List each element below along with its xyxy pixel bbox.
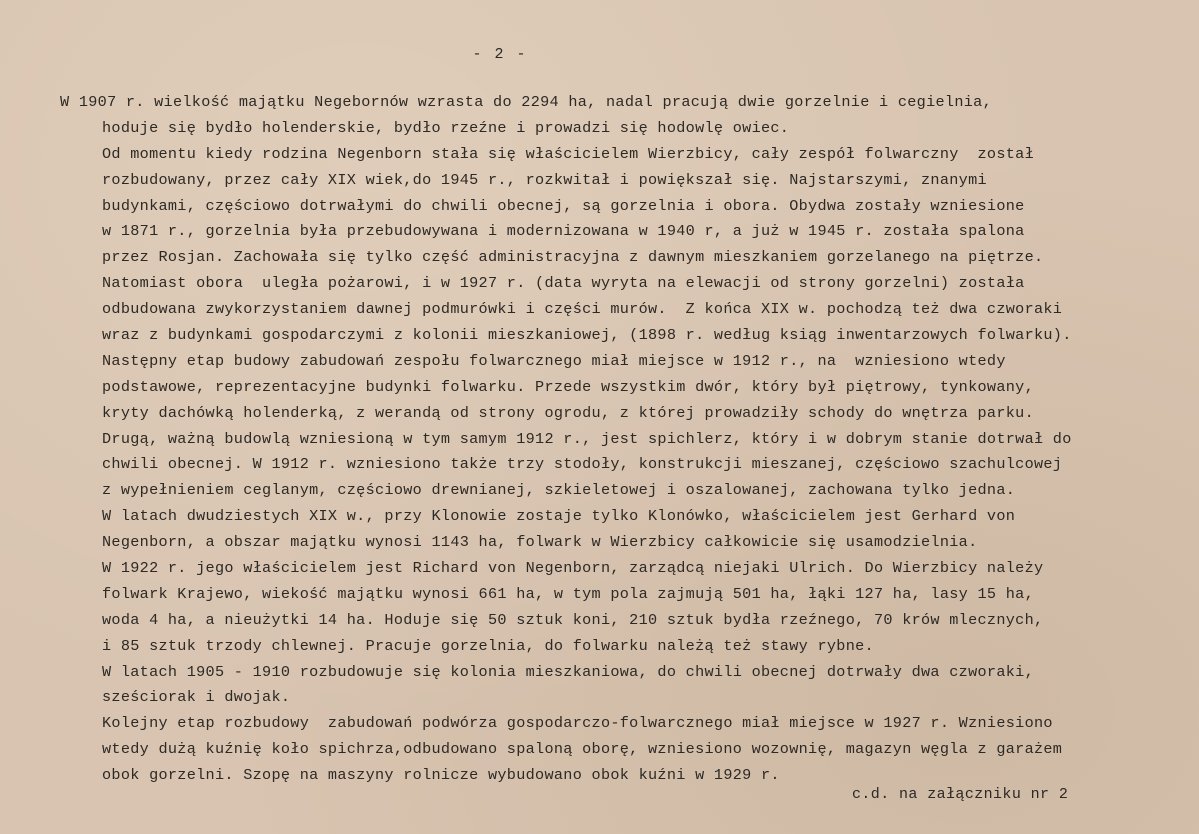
text-line: wtedy dużą kuźnię koło spichrza,odbudowano spaloną oborę, wzniesiono wozownię, magazyn węgla z garażem — [102, 740, 1063, 759]
text-line: Natomiast obora uległa pożarowi, i w 1927 r. (data wyryta na elewacji od strony gorzelni) została — [102, 274, 1025, 293]
text-line: woda 4 ha, a nieużytki 14 ha. Hoduje się 50 sztuk koni, 210 sztuk bydła rzeźnego, 70 krów mlecznych, — [102, 610, 1044, 629]
text-line: podstawowe, reprezentacyjne budynki folwarku. Przede wszystkim dwór, który był piętrowy, tynkowany, — [102, 377, 1034, 396]
text-line: W latach dwudziestych XIX w., przy Klonowie zostaje tylko Klonówko, właścicielem jest Gerhard von — [102, 507, 1016, 526]
text-line: Drugą, ważną budowlą wzniesioną w tym samym 1912 r., jest spichlerz, który i w dobrym stanie dotrwał do — [102, 429, 1072, 448]
text-line: Od momentu kiedy rodzina Negenborn stała się właścicielem Wierzbicy, cały zespół folwarczny został — [102, 144, 1034, 163]
text-line: odbudowana zwykorzystaniem dawnej podmurówki i części murów. Z końca XIX w. pochodzą też dwa czworaki — [102, 300, 1063, 319]
text-line: hoduje się bydło holenderskie, bydło rzeźne i prowadzi się hodowlę owiec. — [102, 118, 790, 137]
continuation-note: c.d. na załączniku nr 2 — [852, 786, 1069, 803]
text-line: przez Rosjan. Zachowała się tylko część administracyjna z dawnym mieszkaniem gorzelanego na piętrze. — [102, 248, 1044, 267]
text-line: rozbudowany, przez cały XIX wiek,do 1945 r., rozkwitał i powiększał się. Najstarszymi, znanymi — [102, 170, 987, 189]
text-line: obok gorzelni. Szopę na maszyny rolnicze wybudowano obok kuźni w 1929 r. — [102, 766, 780, 785]
body-text — [60, 90, 1180, 789]
page-number: - 2 - — [472, 46, 528, 63]
text-line: budynkami, częściowo dotrwałymi do chwili obecnej, są gorzelnia i obora. Obydwa zostały wzniesione — [102, 196, 1025, 215]
text-line: folwark Krajewo, wiekość majątku wynosi 661 ha, w tym pola zajmują 501 ha, łąki 127 ha, lasy 15 ha, — [102, 584, 1034, 603]
text-line: W latach 1905 - 1910 rozbudowuje się kolonia mieszkaniowa, do chwili obecnej dotrwały dwa czworaki, — [102, 662, 1034, 681]
text-line: sześciorak i dwojak. — [102, 688, 291, 707]
text-line: wraz z budynkami gospodarczymi z kolonii mieszkaniowej, (1898 r. według ksiąg inwentarzowych folwarku). — [102, 326, 1072, 345]
text-line: Negenborn, a obszar majątku wynosi 1143 ha, folwark w Wierzbicy całkowicie się usamodzielnia. — [102, 533, 978, 552]
text-line: chwili obecnej. W 1912 r. wzniesiono także trzy stodoły, konstrukcji mieszanej, częściowo szachulcowej — [102, 455, 1063, 474]
text-line: Następny etap budowy zabudowań zespołu folwarcznego miał miejsce w 1912 r., na wzniesiono wtedy — [102, 351, 1006, 370]
text-line: w 1871 r., gorzelnia była przebudowywana i modernizowana w 1940 r, a już w 1945 r. została spalona — [102, 222, 1025, 241]
text-line: kryty dachówką holenderką, z werandą od strony ogrodu, z której prowadziły schody do wnętrza parku. — [102, 403, 1034, 422]
text-line: Kolejny etap rozbudowy zabudowań podwórza gospodarczo-folwarcznego miał miejsce w 1927 r. Wzniesiono — [102, 714, 1053, 733]
text-line: W 1907 r. wielkość majątku Negebornów wzrasta do 2294 ha, nadal pracują dwie gorzelnie i cegielnia, — [60, 93, 992, 111]
text-line: i 85 sztuk trzody chlewnej. Pracuje gorzelnia, do folwarku należą też stawy rybne. — [102, 636, 874, 655]
text-line: z wypełnieniem ceglanym, częściowo drewnianej, szkieletowej i oszalowanej, zachowana tylko jedna. — [102, 481, 1016, 500]
text-line: W 1922 r. jego właścicielem jest Richard von Negenborn, zarządcą niejaki Ulrich. Do Wierzbicy należy — [102, 559, 1044, 578]
